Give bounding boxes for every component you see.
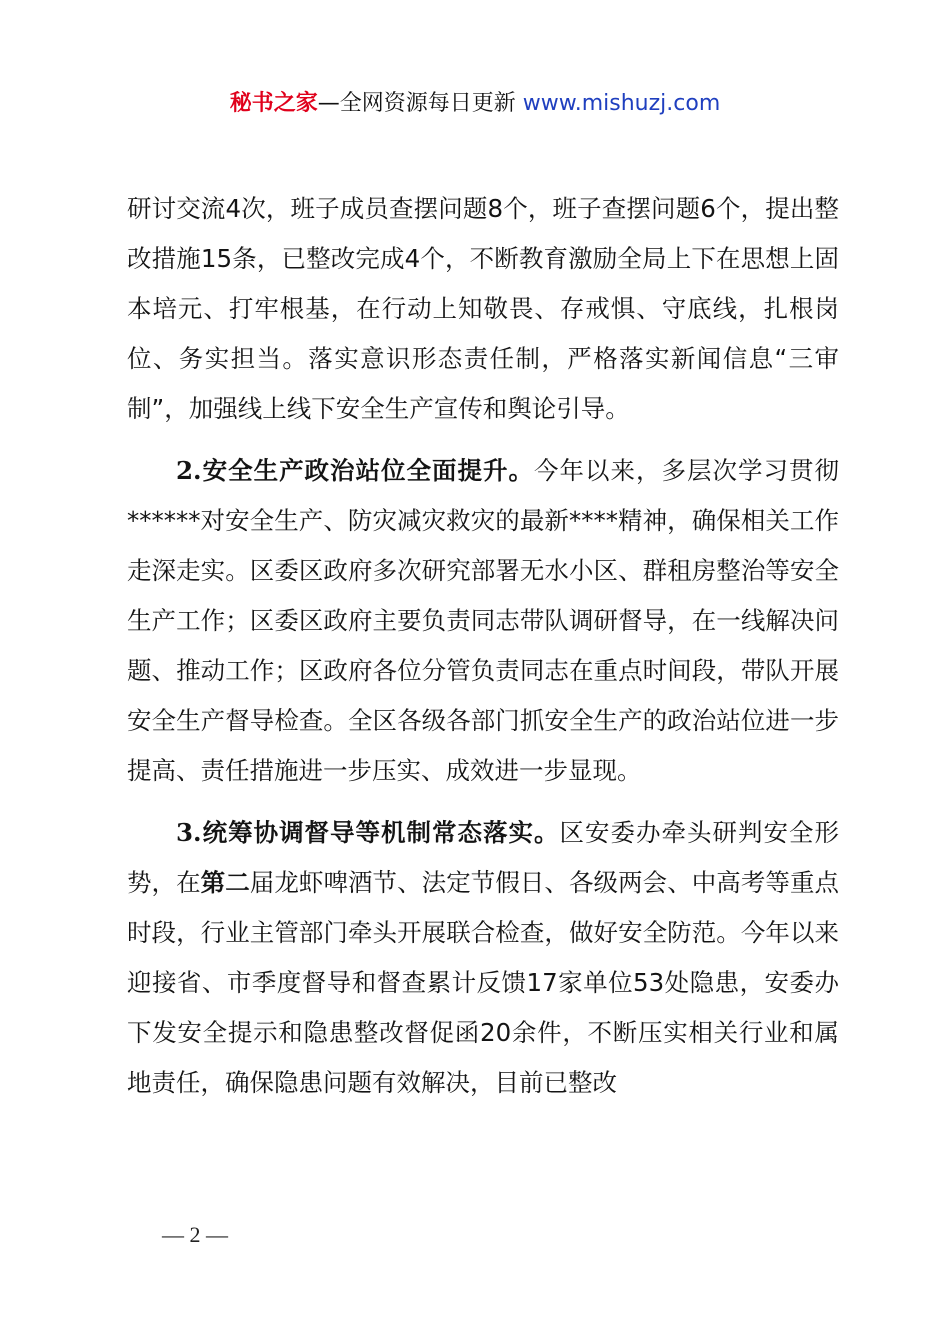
paragraph-3-text-after: 届龙虾啤酒节、法定节假日、各级两会、中高考等重点时段，行业主管部门牵头开展联合检查，做好安全防范。今年以来迎接省、市季度督导和督查累计反馈17家单位53处隐患，安委办下发安全提示和隐患整改督促函20余件，不断压实相关行业和属地责任，确保隐患问题有效解决，目前已整改	[127, 868, 840, 1097]
header-brand: 秘书之家	[229, 91, 318, 116]
paragraph-2-number: 2.	[176, 456, 202, 485]
paragraph-2	[127, 446, 839, 796]
paragraph-2-text: 今年以来，多层次学习贯彻******对安全生产、防灾减灾救灾的最新****精神，确保相关工作走深走实。区委区政府多次研究部署无水小区、群租房整治等安全生产工作；区委区政府主要负责同志带队调研督导，在一线解决问题、推动工作；区政府各位分管负责同志在重点时间段，带队开展安全生产督导检查。全区各级各部门抓安全生产的政治站位进一步提高、责任措施进一步压实、成效进一步显现。	[127, 456, 840, 785]
paragraph-1-text: 研讨交流4次，班子成员查摆问题8个，班子查摆问题6个，提出整改措施15条，已整改完成4个，不断教育激励全局上下在思想上固本培元、打牢根基，在行动上知敬畏、存戒惧、守底线，扎根岗位、务实担当。落实意识形态责任制，严格落实新闻信息“三审制”，加强线上线下安全生产宣传和舆论引导。	[127, 194, 839, 423]
paragraph-3-lead: 统筹协调督导等机制常态落实。	[201, 818, 560, 847]
paragraph-3-emphasis: 第二	[200, 868, 250, 897]
page-header	[0, 88, 950, 120]
header-slogan: —全网资源每日更新	[317, 91, 523, 116]
document-body	[127, 184, 839, 1108]
paragraph-1	[127, 184, 839, 434]
paragraph-3-number: 3.	[176, 818, 202, 847]
paragraph-2-lead: 安全生产政治站位全面提升。	[201, 456, 535, 485]
paragraph-3-text-before: 区安委办牵头研判安全形势，在	[127, 818, 839, 897]
header-site-url: www.mishuzj.com	[522, 91, 721, 116]
paragraph-3	[127, 808, 839, 1108]
page-number: — 2 —	[162, 1222, 228, 1247]
